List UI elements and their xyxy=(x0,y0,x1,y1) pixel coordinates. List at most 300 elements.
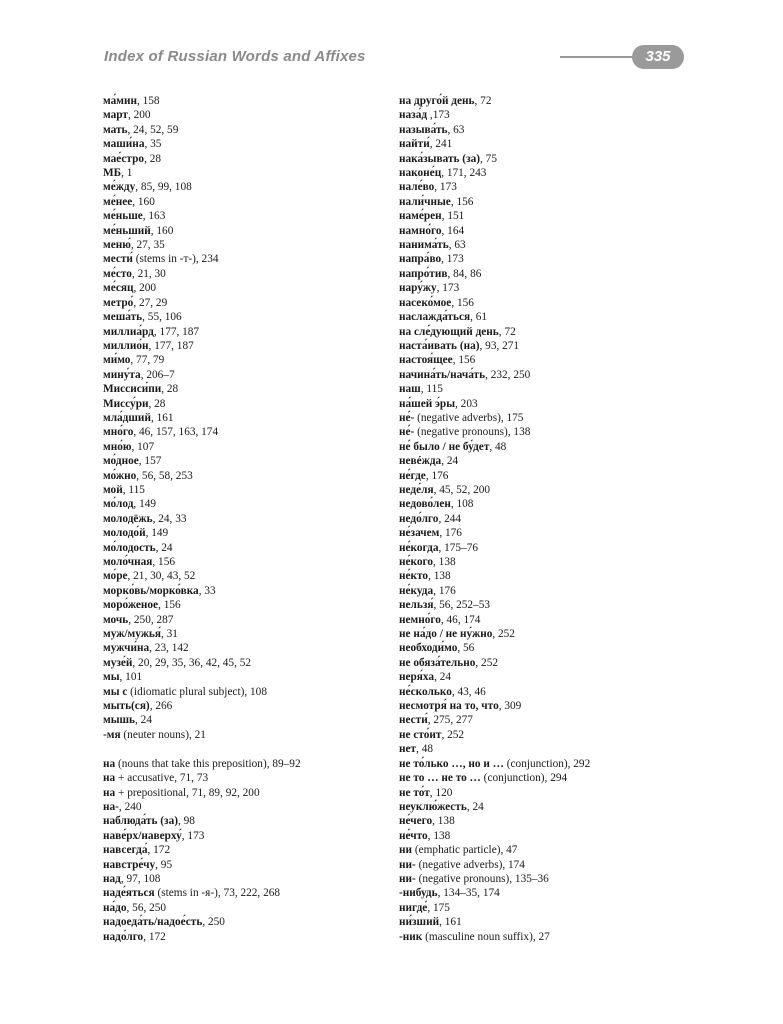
entry-references: (nouns that take this preposition), 89–92 xyxy=(115,757,301,770)
index-entry xyxy=(103,152,393,166)
entry-headword: нале́во xyxy=(399,181,435,194)
entry-references: , 138 xyxy=(432,815,455,828)
entry-references: , 161 xyxy=(439,916,462,929)
entry-headword: не обяза́тельно xyxy=(399,656,476,669)
entry-references: , 56, 58, 253 xyxy=(136,469,193,482)
entry-headword: необходи́мо xyxy=(399,642,458,655)
entry-references: , 206–7 xyxy=(140,368,175,381)
entry-references: , 24 xyxy=(155,541,173,554)
entry-references: , 115 xyxy=(122,483,145,496)
index-entry xyxy=(399,469,729,483)
entry-headword: миллио́н xyxy=(103,339,149,352)
index-entry xyxy=(103,656,393,670)
entry-references: (negative pronouns), 138 xyxy=(414,426,531,439)
entry-references: , 149 xyxy=(145,527,169,540)
entry-headword: музе́й xyxy=(103,656,133,669)
index-entry xyxy=(399,238,729,252)
index-entry xyxy=(103,469,393,483)
entry-references: , 252 xyxy=(492,628,515,641)
index-entry xyxy=(399,814,729,828)
index-entry xyxy=(399,454,729,468)
entry-headword: ми́мо xyxy=(103,354,131,367)
entry-headword: ме́сяц xyxy=(103,282,134,295)
index-entry xyxy=(103,598,393,612)
entry-headword: мину́та xyxy=(103,368,141,381)
index-entry xyxy=(399,584,729,598)
entry-references: , 175–76 xyxy=(438,541,479,554)
entry-references: , 252 xyxy=(475,656,498,669)
entry-references: , 24 xyxy=(466,800,484,813)
entry-references: (negative adverbs), 174 xyxy=(415,858,525,871)
index-entry xyxy=(399,180,729,194)
entry-references: , 63 xyxy=(448,239,466,252)
entry-references: , 156 xyxy=(152,556,175,568)
index-entry xyxy=(103,930,393,944)
entry-references: , 101 xyxy=(119,671,143,684)
index-entry xyxy=(399,382,729,396)
entry-references: , 75 xyxy=(480,152,497,165)
index-entry xyxy=(399,613,729,627)
entry-headword: наста́ивать (на) xyxy=(399,339,480,352)
index-entry xyxy=(399,728,729,742)
index-entry xyxy=(399,685,729,699)
entry-headword: мо́ре xyxy=(103,570,128,583)
entry-references: , 200 xyxy=(133,282,157,295)
entry-headword: не сто́ит xyxy=(399,728,442,741)
index-entry xyxy=(103,584,393,598)
index-entry xyxy=(399,252,729,266)
entry-references: , 163 xyxy=(142,210,166,223)
entry-references: , 250 xyxy=(202,916,225,929)
entry-references: , 98 xyxy=(177,815,195,828)
index-entry xyxy=(103,454,393,468)
index-entry xyxy=(103,757,393,771)
entry-references: , 56 xyxy=(457,642,475,655)
entry-spacer xyxy=(103,742,393,756)
entry-headword: найти́ xyxy=(399,138,430,151)
entry-headword: на- xyxy=(103,800,119,813)
entry-references: , 177, 187 xyxy=(153,325,200,338)
index-entry xyxy=(103,224,393,238)
entry-headword: моро́женое xyxy=(103,599,159,612)
entry-references: , 252 xyxy=(441,728,465,741)
entry-headword: нет xyxy=(399,743,417,756)
entry-references: (conjunction), 294 xyxy=(480,772,568,785)
index-entry xyxy=(399,411,729,425)
entry-references: , 55, 106 xyxy=(142,311,182,324)
entry-headword: ме́ньше xyxy=(103,210,143,223)
entry-references: , 23, 142 xyxy=(149,642,189,655)
entry-headword: нали́чные xyxy=(399,195,451,208)
entry-references: , 20, 29, 35, 36, 42, 45, 52 xyxy=(132,656,252,669)
index-entry xyxy=(103,786,393,800)
index-entry xyxy=(399,858,729,872)
entry-headword: -мя xyxy=(103,728,121,741)
index-entry xyxy=(399,512,729,526)
index-entry xyxy=(399,555,729,569)
index-entry xyxy=(103,425,393,439)
entry-references: , 309 xyxy=(498,700,522,713)
index-entry xyxy=(399,195,729,209)
index-entry xyxy=(103,281,393,295)
index-entry xyxy=(399,224,729,238)
entry-headword: наконе́ц xyxy=(399,167,442,180)
index-column-right xyxy=(399,94,729,944)
entry-headword: называ́ть xyxy=(399,123,448,136)
index-entry xyxy=(399,901,729,915)
entry-references: , 77, 79 xyxy=(130,354,165,367)
index-entry xyxy=(103,843,393,857)
index-entry xyxy=(103,483,393,497)
index-entry xyxy=(103,915,393,929)
entry-headword: неде́ля xyxy=(399,483,434,496)
index-entry xyxy=(103,541,393,555)
index-entry xyxy=(103,641,393,655)
entry-headword: начина́ть/нача́ть xyxy=(399,368,486,381)
index-entry xyxy=(399,339,729,353)
entry-references: , 43, 46 xyxy=(451,685,486,698)
entry-references: , 108 xyxy=(450,498,474,511)
entry-headword: ме́нее xyxy=(103,195,133,208)
entry-references: , 72 xyxy=(474,95,492,107)
page-number-badge: 335 xyxy=(632,45,684,69)
entry-headword: мой xyxy=(103,483,123,496)
index-entry xyxy=(103,627,393,641)
entry-headword: наслажда́ться xyxy=(399,311,471,324)
entry-headword: Миссу́ри xyxy=(103,397,149,410)
entry-headword: мла́дший xyxy=(103,411,151,424)
entry-references: (emphatic particle), 47 xyxy=(412,844,518,857)
entry-references: , 45, 52, 200 xyxy=(433,483,491,496)
entry-headword: ме́жду xyxy=(103,181,136,194)
entry-headword: недово́лен xyxy=(399,498,451,511)
entry-headword: наш xyxy=(399,383,421,396)
entry-headword: навсегда́ xyxy=(103,844,148,857)
index-entry xyxy=(399,915,729,929)
entry-references: , 156 xyxy=(451,296,474,309)
index-entry xyxy=(103,209,393,223)
entry-references: , 24 xyxy=(135,714,152,727)
entry-references: , 275, 277 xyxy=(427,714,473,727)
index-entry xyxy=(103,180,393,194)
entry-headword: мы с xyxy=(103,685,128,698)
index-entry xyxy=(103,829,393,843)
entry-references: , 24 xyxy=(434,671,452,684)
index-entry xyxy=(103,238,393,252)
entry-references: , 107 xyxy=(131,440,155,453)
index-entry xyxy=(103,123,393,137)
entry-headword: мно́го xyxy=(103,426,134,439)
entry-references: , 46, 157, 163, 174 xyxy=(133,426,219,439)
index-entry xyxy=(103,886,393,900)
entry-headword: на друго́й день xyxy=(399,95,475,107)
entry-references: + accusative, 71, 73 xyxy=(115,772,209,785)
entry-headword: -нибудь xyxy=(399,887,438,900)
entry-references: , 61 xyxy=(470,311,488,324)
entry-references: , 56, 252–53 xyxy=(433,599,490,612)
index-entry xyxy=(399,397,729,411)
entry-headword: нельзя́ xyxy=(399,599,434,612)
entry-references: , 48 xyxy=(416,743,434,756)
entry-headword: ни́зший xyxy=(399,916,440,929)
index-entry xyxy=(399,325,729,339)
entry-headword: не то … не то … xyxy=(399,772,481,785)
entry-references: , 266 xyxy=(149,700,173,713)
entry-headword: не́зачем xyxy=(399,527,440,540)
entry-headword: молодёжь xyxy=(103,512,153,525)
entry-references: (masculine noun suffix), 27 xyxy=(422,930,550,943)
entry-references: (conjunction), 292 xyxy=(503,757,591,770)
entry-references: , 95 xyxy=(155,858,173,871)
index-entry xyxy=(103,814,393,828)
entry-headword: Миссиси́пи xyxy=(103,383,162,396)
index-entry xyxy=(103,901,393,915)
index-entry xyxy=(103,713,393,727)
entry-headword: мно́ю xyxy=(103,440,132,453)
entry-headword: не́что xyxy=(399,829,428,842)
entry-references: , 138 xyxy=(428,570,451,583)
entry-headword: меша́ть xyxy=(103,311,143,324)
index-entry xyxy=(399,94,729,108)
index-entry xyxy=(399,483,729,497)
entry-headword: мо́жно xyxy=(103,469,137,482)
entry-references: , 176 xyxy=(439,527,462,540)
entry-references: (idiomatic plural subject), 108 xyxy=(127,685,267,698)
index-entry xyxy=(399,152,729,166)
entry-headword: напро́тив xyxy=(399,267,448,280)
entry-references: , 21, 30, 43, 52 xyxy=(127,570,196,583)
entry-references: , 48 xyxy=(489,440,507,453)
entry-references: , 138 xyxy=(427,829,451,842)
entry-references: , 241 xyxy=(429,138,453,151)
entry-headword: неря́ха xyxy=(399,671,435,684)
entry-references: , 173 xyxy=(181,829,205,842)
index-entry xyxy=(103,411,393,425)
entry-references: , 171, 243 xyxy=(441,167,487,180)
entry-headword: не́- xyxy=(399,426,415,439)
index-entry xyxy=(103,569,393,583)
entry-headword: ме́ньший xyxy=(103,224,151,237)
entry-headword: невéжда xyxy=(399,455,442,468)
index-entry xyxy=(399,541,729,555)
entry-references: , 85, 99, 108 xyxy=(135,181,192,194)
index-entry xyxy=(103,325,393,339)
entry-references: (negative adverbs), 175 xyxy=(414,411,524,424)
entry-headword: напра́во xyxy=(399,253,442,266)
entry-headword: не́- xyxy=(399,411,415,424)
index-entry xyxy=(399,310,729,324)
entry-references: , 250, 287 xyxy=(128,613,174,626)
index-entry xyxy=(103,440,393,454)
index-entry xyxy=(103,800,393,814)
index-entry xyxy=(103,195,393,209)
index-entry xyxy=(103,339,393,353)
entry-references: , 1 xyxy=(121,167,133,180)
index-entry xyxy=(103,166,393,180)
entry-headword: несмотря́ на то, что xyxy=(399,700,499,713)
entry-references: , 173 xyxy=(436,282,460,295)
entry-references: , 156 xyxy=(452,354,476,367)
index-entry xyxy=(399,209,729,223)
entry-references: , 156 xyxy=(158,599,181,612)
entry-headword: мочь xyxy=(103,613,129,626)
entry-headword: неуклю́жесть xyxy=(399,800,467,813)
index-entry xyxy=(103,699,393,713)
entry-references: , 28 xyxy=(161,383,179,396)
entry-references: , 28 xyxy=(144,152,162,165)
index-entry xyxy=(399,641,729,655)
entry-references: (neuter nouns), 21 xyxy=(120,728,206,741)
entry-references: , 134–35, 174 xyxy=(437,887,500,900)
entry-headword: не́ было / не бу́дет xyxy=(399,440,490,453)
entry-headword: недо́лго xyxy=(399,512,439,525)
entry-headword: нести́ xyxy=(399,714,428,727)
entry-references: , 160 xyxy=(132,195,155,208)
entry-headword: не́чего xyxy=(399,815,433,828)
entry-references: , 35 xyxy=(144,138,162,151)
index-entry xyxy=(399,108,729,122)
entry-headword: ма́мин xyxy=(103,95,137,107)
entry-headword: наза́д xyxy=(399,109,428,122)
entry-headword: морко́вь/морко́вка xyxy=(103,584,199,597)
entry-headword: нанима́ть xyxy=(399,239,449,252)
index-entry xyxy=(399,699,729,713)
entry-references: , 164 xyxy=(441,224,465,237)
entry-references: , 97, 108 xyxy=(120,872,161,885)
entry-references: , 175 xyxy=(427,901,450,914)
index-entry xyxy=(103,512,393,526)
index-entry xyxy=(399,886,729,900)
entry-headword: метро́ xyxy=(103,296,134,309)
entry-headword: на́шей э́ры xyxy=(399,397,456,410)
entry-references: , 200 xyxy=(127,109,151,122)
index-entry xyxy=(399,569,729,583)
index-entry xyxy=(103,94,393,108)
entry-headword: насеко́мое xyxy=(399,296,452,309)
index-entry xyxy=(399,497,729,511)
entry-references: , 33 xyxy=(198,584,216,597)
entry-references: + prepositional, 71, 89, 92, 200 xyxy=(115,786,260,799)
entry-references: , 173 xyxy=(434,181,457,194)
index-entry xyxy=(399,281,729,295)
index-entry xyxy=(103,685,393,699)
index-entry xyxy=(103,858,393,872)
entry-references: , 151 xyxy=(441,210,465,223)
entry-headword: моло́чная xyxy=(103,556,153,568)
entry-headword: не на́до / не ну́жно xyxy=(399,628,493,641)
index-entry xyxy=(103,267,393,281)
entry-references: , 28 xyxy=(148,397,166,410)
entry-references: ,173 xyxy=(427,109,450,122)
index-entry xyxy=(399,627,729,641)
index-entry xyxy=(399,123,729,137)
entry-references: , 149 xyxy=(133,498,157,511)
entry-references: , 24 xyxy=(441,455,459,468)
entry-references: , 56, 250 xyxy=(126,901,167,914)
entry-references: , 158 xyxy=(136,95,160,107)
entry-headword: не́когда xyxy=(399,541,439,554)
index-entry xyxy=(103,252,393,266)
entry-headword: ни- xyxy=(399,872,416,885)
entry-references: , 84, 86 xyxy=(447,267,482,280)
entry-references: , 176 xyxy=(425,469,449,482)
index-entry xyxy=(399,742,729,756)
index-entry xyxy=(399,757,729,771)
entry-references: , 161 xyxy=(150,411,174,424)
entry-references: (negative pronouns), 135–36 xyxy=(415,872,549,885)
entry-references: , 24, 33 xyxy=(152,512,187,525)
entry-headword: не́где xyxy=(399,469,426,482)
entry-headword: МБ xyxy=(103,167,122,180)
entry-references: , 240 xyxy=(118,800,142,813)
entry-headword: на́до xyxy=(103,901,127,914)
index-entry xyxy=(399,713,729,727)
entry-headword: на сле́дующий день xyxy=(399,325,499,338)
entry-headword: маши́на xyxy=(103,138,145,151)
index-entry xyxy=(103,310,393,324)
entry-headword: нигде́ xyxy=(399,901,428,914)
entry-headword: мышь xyxy=(103,714,136,727)
entry-references: , 157 xyxy=(138,455,162,468)
entry-references: , 160 xyxy=(150,224,174,237)
entry-references: , 203 xyxy=(455,397,478,410)
entry-headword: мае́стро xyxy=(103,152,145,165)
running-header-title: Index of Russian Words and Affixes xyxy=(104,48,366,65)
entry-headword: мы xyxy=(103,671,120,684)
index-entry xyxy=(399,800,729,814)
entry-references: , 138 xyxy=(433,556,456,568)
entry-headword: намно́го xyxy=(399,224,442,237)
index-entry xyxy=(399,670,729,684)
entry-headword: надо́лго xyxy=(103,930,144,943)
index-entry xyxy=(399,425,729,439)
entry-headword: наве́рх/наверху́ xyxy=(103,829,182,842)
index-entry xyxy=(103,728,393,742)
entry-headword: мо́дное xyxy=(103,455,139,468)
index-entry xyxy=(103,296,393,310)
entry-headword: мо́лодость xyxy=(103,541,156,554)
index-entry xyxy=(103,670,393,684)
index-entry xyxy=(399,598,729,612)
index-entry xyxy=(103,771,393,785)
entry-headword: на xyxy=(103,757,116,770)
entry-references: , 46, 174 xyxy=(440,613,481,626)
index-entry xyxy=(399,267,729,281)
entry-headword: мести́ xyxy=(103,253,133,266)
entry-references: , 232, 250 xyxy=(485,368,531,381)
index-entry xyxy=(399,526,729,540)
entry-headword: не́кого xyxy=(399,556,434,568)
index-entry xyxy=(399,368,729,382)
entry-headword: -ник xyxy=(399,930,423,943)
index-entry xyxy=(399,656,729,670)
entry-headword: не́куда xyxy=(399,584,434,597)
entry-references: , 172 xyxy=(147,844,171,857)
index-entry xyxy=(103,368,393,382)
index-column-left xyxy=(103,94,393,944)
index-entry xyxy=(103,555,393,569)
entry-headword: не то́т xyxy=(399,786,430,799)
index-entry xyxy=(399,930,729,944)
index-entry xyxy=(103,872,393,886)
entry-headword: март xyxy=(103,109,128,122)
entry-references: , 115 xyxy=(420,383,443,396)
entry-references: , 156 xyxy=(450,195,474,208)
entry-headword: настоя́щее xyxy=(399,354,453,367)
index-entry xyxy=(103,108,393,122)
entry-references: , 31 xyxy=(161,628,178,641)
entry-references: , 21, 30 xyxy=(131,267,166,280)
